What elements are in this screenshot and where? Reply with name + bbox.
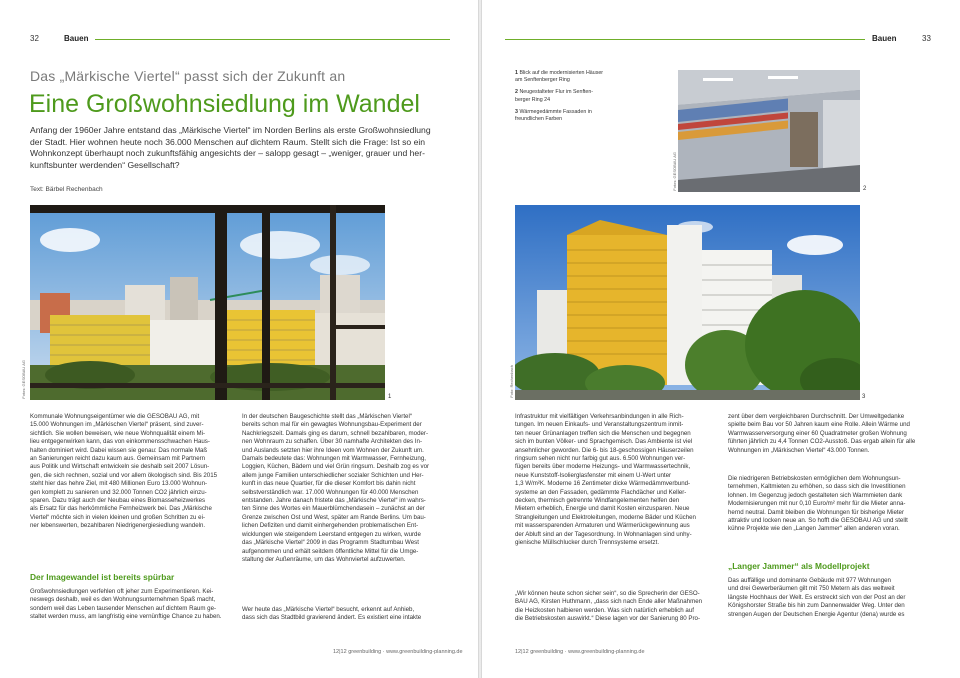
photo-credit-1: Fotos: GESOBAU AG: [21, 360, 26, 399]
page-number-right: 33: [922, 34, 931, 43]
section-label-left: Bauen: [64, 34, 89, 43]
section-rule-left: [95, 39, 450, 40]
section-rule-right: [505, 39, 865, 40]
photo-number-3: 3: [862, 394, 866, 400]
column-4-final: Das auffällige und dominante Gebäude mit 977 Wohnungen und drei Gewerberäumen gilt mit 750 Metern als das weltweit längste Hochhaus der Welt. Es erstreckt sich von der Post an der Königshorster Straße bis hin zum Dannenwalder Weg. Unter den strengen Augen der Deutschen Energie Agentur (dena) wurde es: [728, 577, 906, 618]
photo-captions: [515, 70, 665, 123]
footer-right: 12|12 greenbuilding · www.greenbuilding-planning.de: [515, 649, 645, 655]
article-kicker: Das „Märkische Viertel“ passt sich der Zukunft an: [30, 68, 346, 84]
column-4: zent über dem vergleichbaren Durchschnitt. Der Umweltgedanke spielte beim Bau vor 50 Jahren kaum eine Rolle. Allein Wärme und Warmwasserversorgung einer 60 Quadratmeter großen Wohnung führten jährlich zu 4,4 Tonnen CO2-Ausstoß. Das ergab allein für alle Wohnungen im „Märkischen Viertel“ 43.000 Tonnen.: [728, 413, 916, 454]
article-author: Text: Bärbel Rechenbach: [30, 186, 103, 193]
photo-credit-2: Fotos: GESOBAU AG: [672, 152, 677, 191]
photo-number-1: 1: [388, 394, 392, 400]
photo-number-2: 2: [863, 186, 867, 192]
subheading-long-jammer: „Langer Jammer“ als Modellprojekt: [728, 561, 870, 571]
column-2: In der deutschen Baugeschichte stellt das „Märkischen Viertel“ bereits schon mal für ein gewagtes Wohnungsbau-Experiment der Nachkriegszeit. Damals ging es darum, schnell bezahlbaren, moder- nen Wohnraum zu schaffen. Über 30 namhafte Architekten des In- und Auslands setzten hier ihre Ideen vom Wohnen der Zukunft um. Damals bedeutete das: Wohnungen mit Warmwasser, Fernheizung, Loggien, Küchen, Bädern und viel Grün ringsum. Deshalb zog es vor allem junge Familien unterschiedlicher sozialer Schichten und Her- kunft in das neue Quartier, für die dieser Komfort bis dahin nicht selbstverständlich war. 17.000 Wohnungen für 40.000 Menschen entstanden. Jahre danach fristete das „Märkische Viertel“ im wahrs- ten Sinne des Wortes ein Mauerblümchendasein – zunächst an der Grenze zwischen Ost und West, später am Rande Berlins. Um bau- lichen Defiziten und damit einhergehenden problematischen Ent- wicklungen wie steigendem Leerstand entgegen zu wirken, wurde das „Märkische Viertel“ 2009 in das Programm Stadtumbau West aufgenommen und erhält seitdem öffentliche Mittel für die Umge- staltung der Außenräume, um das Wohnviertel aufzuwerten.: [242, 413, 430, 563]
column-2-continued: Wer heute das „Märkische Viertel“ besucht, erkennt auf Anhieb, dass sich das Stadtbild gravierend ändert. Es existiert eine intakte: [242, 606, 422, 622]
article-lead: Anfang der 1960er Jahre entstand das „Märkische Viertel“ im Norden Berlins als erste Großwohnsiedlung der Stadt. Hier wohnen heute noch 36.000 Menschen auf dichtem Raum. Stellt sich die Frage: Ist so ein Wohnkonzept überhaupt noch zukunftsfähig angesichts der – salopp gesagt – „weniger, grauer und her- kunftsbunter werdenden“ Gesellschaft?: [30, 125, 431, 170]
column-4-continued: Die niedrigeren Betriebskosten ermöglichen dem Wohnungsun- ternehmen, Kaltmieten zu erhöhen, so dass sich die Investitionen lohnen. Im Gegenzug jedoch gestalteten sich Warmmieten dank Modernisierungen mit nur 0,10 Euro/m² mehr für die Mieter anna- hernd neutral. Damit bleiben die Wohnungen für bisherige Mieter attraktiv und locken neue an. So hofft die GESOBAU AG und stellt kühne Projekte wie den „Langen Jammer“ allen anderen voran.: [728, 475, 908, 533]
spread-gutter: [478, 0, 482, 678]
photo-yellow-highrise: [515, 205, 860, 400]
caption-3: 3 Wärmegedämmte Fassaden in freundlichen Farben: [515, 108, 592, 123]
photo-corridor: [678, 70, 860, 192]
column-1-continued: Großwohnsiedlungen verfehlen oft jeher zum Experimentieren. Kei- neswegs deshalb, weil es den Wohnungsunternehmen Spaß macht, sondern weil das Leben tausender Menschen auf dichtem Raum ge- staltet werden muss, am langfristig eine vernünftige Chance zu haben.: [30, 588, 222, 621]
column-3: Infrastruktur mit vielfältigen Verkehrsanbindungen in alle Rich- tungen. Im neuen Einkaufs- und Veranstaltungszentrum inmit- ten neuer Grünanlagen treffen sich die Menschen und begegnen sich im bunten Völker- und Sprachgemisch. Das Ambiente ist viel ansehnlicher geworden. Die 6- bis 18-geschossigen Häuserzeilen ringsum sehen nicht nur farbig gut aus. 6.500 Wohnungen ver- fügen bereits über moderne Heizungs- und Warmwassertechnik, neue Kunststoff-Isolierglasfenster mit einem U-Wert unter 1,3 W/m²K. Moderne 16 Zentimeter dicke Wärmedämmverbund- systeme an den Fassaden, gedämmte Flachdächer und Keller- decken, thermisch getrennte Windfangelementen helfen den Mietern erheblich, Energie und damit Kosten einzusparen. Neue Strangleitungen und Elektroleitungen, moderne Bäder und Küchen mit wassersparenden Armaturen und Wärmerückgewinnung aus der Abluft sind an der Tagesordnung. In Wohnanlagen sind unhy- gienische Müllschlucker durch Trennsysteme ersetzt.: [515, 413, 696, 547]
caption-2: 2 Neugestalteter Flur im Senften- berger Ring 24: [515, 89, 594, 103]
footer-left: 12|12 greenbuilding · www.greenbuilding-planning.de: [333, 649, 463, 655]
caption-1: 1 Blick auf die modernisierten Häuser am Senftenberger Ring: [515, 70, 604, 84]
subheading-image-change: Der Imagewandel ist bereits spürbar: [30, 572, 175, 582]
section-label-right: Bauen: [872, 34, 897, 43]
article-headline: Eine Großwohnsiedlung im Wandel: [29, 90, 420, 118]
photo-settlement-construction: [30, 205, 385, 400]
column-3-continued: „Wir können heute schon sicher sein“, so die Sprecherin der GESO- BAU AG, Kirsten Huthmann, „dass sich nach Ende aller Maßnahmen die Heizkosten halbieren werden. Was sich natürlich erheblich auf die Betriebskosten auswirkt.“ Diese lagen vor der Sanierung 80 Pro-: [515, 590, 703, 623]
column-1: Kommunale Wohnungseigentümer wie die GESOBAU AG, mit 15.000 Wohnungen im „Märkischen Viertel“ präsent, sind zuver- sichtlich. Sie wollen beweisen, wie neue Wohnqualität einem Mi- lieu entgegenwirken kann, das von einkommensschwachen Haus- halten dominiert wird. Dabei wissen sie genau: Das normale Maß an Sanierungen reicht dazu kaum aus. Gemeinsam mit Partnern aus Politik und Wirtschaft entwickeln sie deshalb seit 2007 Lösun- gen, die sich rechnen, sozial und vor allem ökologisch sind. Bis 2015 steht hier das hehre Ziel, mit 480 Millionen Euro 13.000 Wohnun- gen komplett zu sanieren und 32.000 Tonnen CO2 jährlich einzu- sparen. Dazu trägt auch der Neubau eines Biomasseheizwerkes als Ersatz für das herkömmliche Fernheizwerk bei. Das „Märkische Viertel“ möchte sich in vielen kleinen und großen Schritten zu ei- ner lebenswerten, bezahlbaren Niedrigenergiesiedlung wandeln.: [30, 413, 218, 530]
photo-credit-3: Foto: Rechenbach: [509, 365, 514, 398]
page-number-left: 32: [30, 34, 39, 43]
